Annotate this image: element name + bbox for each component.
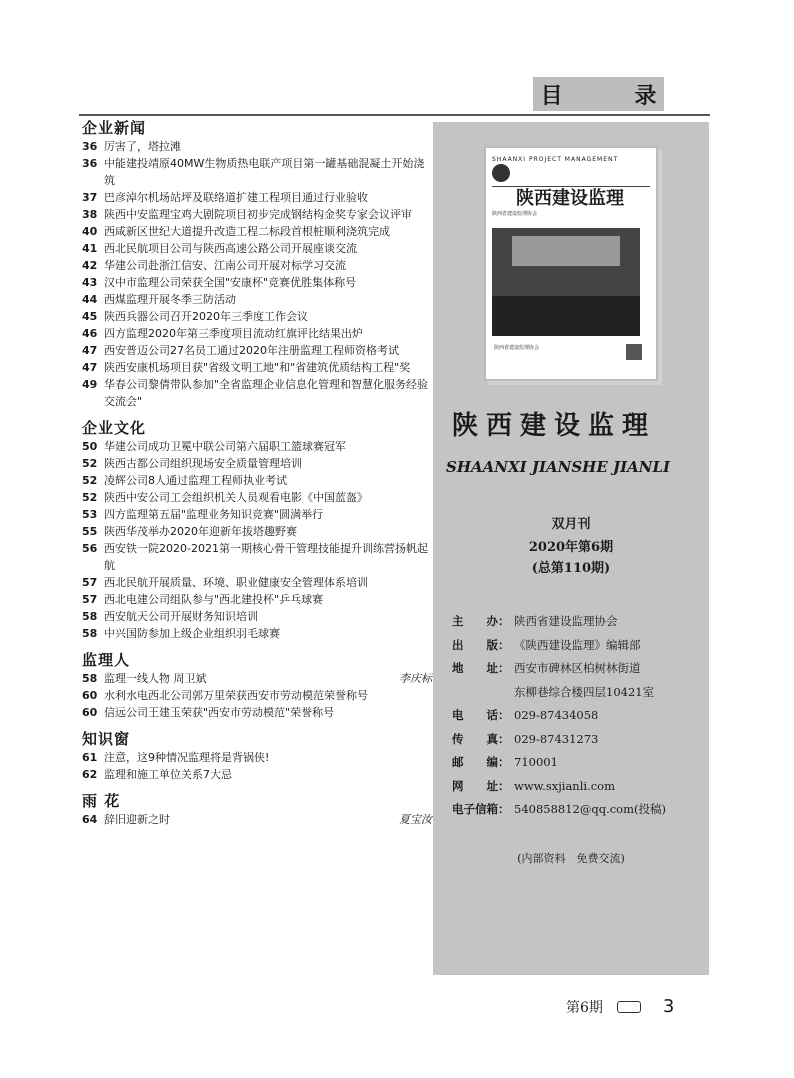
entry-page: 50	[82, 440, 98, 453]
info-value: 710001	[514, 755, 558, 769]
toc-section	[82, 650, 432, 721]
toc-entry[interactable]	[82, 206, 432, 223]
entry-page: 60	[82, 706, 98, 719]
info-row	[452, 681, 702, 705]
toc-entry[interactable]	[82, 438, 432, 455]
cover-small-text: 陕西省建设监理协会	[492, 211, 538, 217]
section-title: 企业文化	[82, 419, 147, 437]
info-value: 029-87434058	[514, 708, 599, 722]
entry-title: 信远公司王建玉荣获"西安市劳动模范"荣誉称号	[104, 706, 335, 719]
frequency: 双月刊	[551, 517, 591, 532]
logo-icon	[492, 164, 510, 182]
info-key: 邮 编：	[452, 755, 510, 769]
entry-page: 49	[82, 378, 98, 391]
info-row	[452, 728, 702, 752]
entry-title: 中兴国防参加上级企业组织羽毛球赛	[104, 627, 280, 640]
info-value: 西安市碑林区柏树林街道	[514, 661, 641, 675]
entry-title: 华春公司黎倩带队参加"全省监理企业信息化管理和智慧化服务经验交流会"	[104, 378, 429, 408]
info-row	[452, 634, 702, 658]
toc-entry[interactable]	[82, 455, 432, 472]
cover-foot-text: 陕西省建设监理协会	[494, 345, 540, 351]
entry-page: 64	[82, 813, 98, 826]
info-value: 陕西省建设监理协会	[514, 614, 618, 628]
entry-author: 李庆标	[399, 672, 432, 685]
entry-title: 凌辉公司8人通过监理工程师执业考试	[104, 474, 287, 487]
toc-entry[interactable]	[82, 359, 432, 376]
toc-entry[interactable]	[82, 240, 432, 257]
entry-title: 陕西华茂举办2020年迎新年拔塔趣野赛	[104, 525, 297, 538]
entry-page: 38	[82, 208, 98, 221]
entry-title: 巴彦淖尔机场站坪及联络道扩建工程项目通过行业验收	[104, 191, 368, 204]
toc-entry[interactable]	[82, 704, 432, 721]
entry-title: 四方监理第五届"监理业务知识竞赛"圆满举行	[104, 508, 324, 521]
entry-title: 陕西古都公司组织现场安全质量管理培训	[104, 457, 302, 470]
info-row	[452, 775, 702, 799]
info-row	[452, 657, 702, 681]
info-key: 传 真：	[452, 731, 510, 746]
pointing-hand-icon	[617, 1001, 641, 1013]
entry-page: 60	[82, 689, 98, 702]
cover-photo	[492, 228, 640, 336]
toc-entry[interactable]	[82, 291, 432, 308]
info-value: 029-87431273	[514, 731, 599, 746]
entry-title: 陕西安康机场项目获"省级文明工地"和"省建筑优质结构工程"奖	[104, 361, 411, 374]
entry-page: 53	[82, 508, 98, 521]
entry-page: 43	[82, 276, 98, 289]
table-of-contents	[82, 118, 432, 836]
entry-page: 36	[82, 157, 98, 170]
info-row	[452, 751, 702, 775]
info-value: www.sxjianli.com	[514, 778, 615, 793]
toc-entry[interactable]	[82, 189, 432, 206]
entry-page: 41	[82, 242, 98, 255]
toc-entry[interactable]	[82, 506, 432, 523]
cover-name: 陕西建设监理	[516, 188, 624, 209]
entry-page: 47	[82, 361, 98, 374]
entry-title: 华建公司赴浙江信安、江南公司开展对标学习交流	[104, 259, 346, 272]
total-issue: (总第110期)	[531, 561, 611, 576]
toc-entry[interactable]	[82, 540, 432, 574]
entry-title: 西安航天公司开展财务知识培训	[104, 610, 258, 623]
info-key: 主 办：	[452, 614, 510, 628]
entry-page: 62	[82, 768, 98, 781]
toc-entry[interactable]	[82, 574, 432, 591]
section-title: 企业新闻	[82, 119, 147, 137]
entry-title: 西安铁一院2020-2021第一期核心骨干管理技能提升训练营扬帆起航	[104, 542, 428, 572]
toc-entry[interactable]	[82, 811, 432, 828]
entry-title: 西北电建公司组队参与"西北建投杯"乒乓球赛	[104, 593, 324, 606]
cover-thumbnail	[484, 146, 658, 381]
entry-page: 36	[82, 140, 98, 153]
entry-page: 42	[82, 259, 98, 272]
entry-title: 陕西兵器公司召开2020年三季度工作会议	[104, 310, 308, 323]
issue-number: 2020年第6期	[528, 540, 614, 555]
entry-page: 56	[82, 542, 98, 555]
toc-entry[interactable]	[82, 342, 432, 359]
toc-entry[interactable]	[82, 766, 432, 783]
entry-page: 44	[82, 293, 98, 306]
page-number: 3	[662, 996, 675, 1017]
entry-title: 西煤监理开展冬季三防活动	[104, 293, 236, 306]
qr-code-icon	[626, 344, 642, 360]
magazine-title: 陕西建设监理	[452, 411, 657, 441]
info-value: 《陕西建设监理》编辑部	[514, 637, 641, 652]
toc-section	[82, 118, 432, 410]
entry-page: 57	[82, 576, 98, 589]
toc-entry[interactable]	[82, 223, 432, 240]
info-row	[452, 798, 702, 822]
entry-title: 注意，这9种情况监理将是背锅侠!	[104, 751, 270, 764]
toc-entry[interactable]	[82, 489, 432, 506]
info-key: 网 址：	[452, 778, 510, 793]
toc-entry[interactable]	[82, 325, 432, 342]
footer-issue: 第6期	[566, 999, 603, 1016]
entry-page: 46	[82, 327, 98, 340]
section-title: 雨 花	[82, 792, 121, 810]
entry-title: 四方监理2020年第三季度项目流动红旗评比结果出炉	[104, 327, 363, 340]
info-key: 出 版：	[452, 637, 510, 652]
entry-title: 西安普迈公司27名员工通过2020年注册监理工程师资格考试	[104, 344, 399, 357]
entry-page: 55	[82, 525, 98, 538]
cover-photo-stage	[512, 236, 620, 266]
toc-entry[interactable]	[82, 308, 432, 325]
toc-entry[interactable]	[82, 376, 432, 410]
toc-entry[interactable]	[82, 155, 432, 189]
entry-title: 水利水电西北公司郭万里荣获西安市劳动模范荣誉称号	[104, 689, 368, 702]
toc-entry[interactable]	[82, 687, 432, 704]
entry-title: 厉害了，塔拉滩	[104, 140, 181, 153]
entry-page: 47	[82, 344, 98, 357]
toc-entry[interactable]	[82, 625, 432, 642]
entry-title: 陕西中安公司工会组织机关人员观看电影《中国蓝盔》	[104, 491, 368, 504]
distribution-note: (内部资料 免费交流)	[517, 852, 625, 865]
cover-top-text: SHAANXI PROJECT MANAGEMENT	[492, 156, 619, 163]
entry-page: 52	[82, 491, 98, 504]
entry-title: 辞旧迎新之时	[104, 813, 170, 826]
entry-title: 监理和施工单位关系7大忌	[104, 768, 232, 781]
info-value: 东柳巷综合楼四层10421室	[514, 684, 655, 699]
toc-entry[interactable]	[82, 523, 432, 540]
toc-section	[82, 418, 432, 642]
toc-entry[interactable]	[82, 138, 432, 155]
section-title: 知识窗	[82, 730, 131, 748]
entry-page: 57	[82, 593, 98, 606]
entry-title: 西北民航项目公司与陕西高速公路公司开展座谈交流	[104, 242, 357, 255]
toc-entry[interactable]	[82, 274, 432, 291]
header-rule	[79, 114, 710, 116]
toc-entry[interactable]	[82, 608, 432, 625]
toc-section	[82, 791, 432, 828]
toc-entry[interactable]	[82, 670, 432, 687]
publication-info	[452, 610, 702, 822]
entry-title: 监理一线人物 周卫斌	[104, 672, 207, 685]
info-row	[452, 610, 702, 634]
magazine-title-en: SHAANXI JIANSHE JIANLI	[446, 458, 671, 476]
info-key	[452, 681, 514, 705]
entry-title: 华建公司成功卫冕中联公司第六届职工篮球赛冠军	[104, 440, 346, 453]
cover-photo-crowd	[492, 296, 640, 336]
entry-title: 汉中市监理公司荣获全国"安康杯"竞赛优胜集体称号	[104, 276, 357, 289]
toc-entry[interactable]	[82, 472, 432, 489]
toc-header-title: 目 录	[540, 83, 689, 109]
entry-page: 58	[82, 610, 98, 623]
info-value: 540858812@qq.com(投稿)	[514, 802, 666, 816]
page-footer	[566, 996, 674, 1017]
entry-page: 45	[82, 310, 98, 323]
entry-title: 西北民航开展质量、环境、职业健康安全管理体系培训	[104, 576, 368, 589]
entry-title: 西咸新区世纪大道提升改造工程二标段首根桩顺利浇筑完成	[104, 225, 390, 238]
entry-title: 中能建投靖原40MW生物质热电联产项目第一罐基础混凝土开始浇筑	[104, 157, 425, 187]
toc-entry[interactable]	[82, 749, 432, 766]
toc-entry[interactable]	[82, 591, 432, 608]
entry-page: 58	[82, 672, 98, 685]
info-row	[452, 704, 702, 728]
toc-header	[533, 77, 689, 111]
entry-page: 52	[82, 474, 98, 487]
entry-page: 52	[82, 457, 98, 470]
info-key: 电 话：	[452, 708, 510, 722]
info-key: 电子信箱：	[452, 802, 510, 816]
entry-page: 40	[82, 225, 98, 238]
entry-title: 陕西中安监理宝鸡大剧院项目初步完成钢结构金奖专家会议评审	[104, 208, 412, 221]
entry-page: 61	[82, 751, 98, 764]
toc-section	[82, 729, 432, 783]
info-key: 地 址：	[452, 661, 510, 675]
entry-page: 58	[82, 627, 98, 640]
entry-page: 37	[82, 191, 98, 204]
toc-entry[interactable]	[82, 257, 432, 274]
section-title: 监理人	[82, 651, 131, 669]
entry-author: 夏宝汝	[399, 813, 432, 826]
